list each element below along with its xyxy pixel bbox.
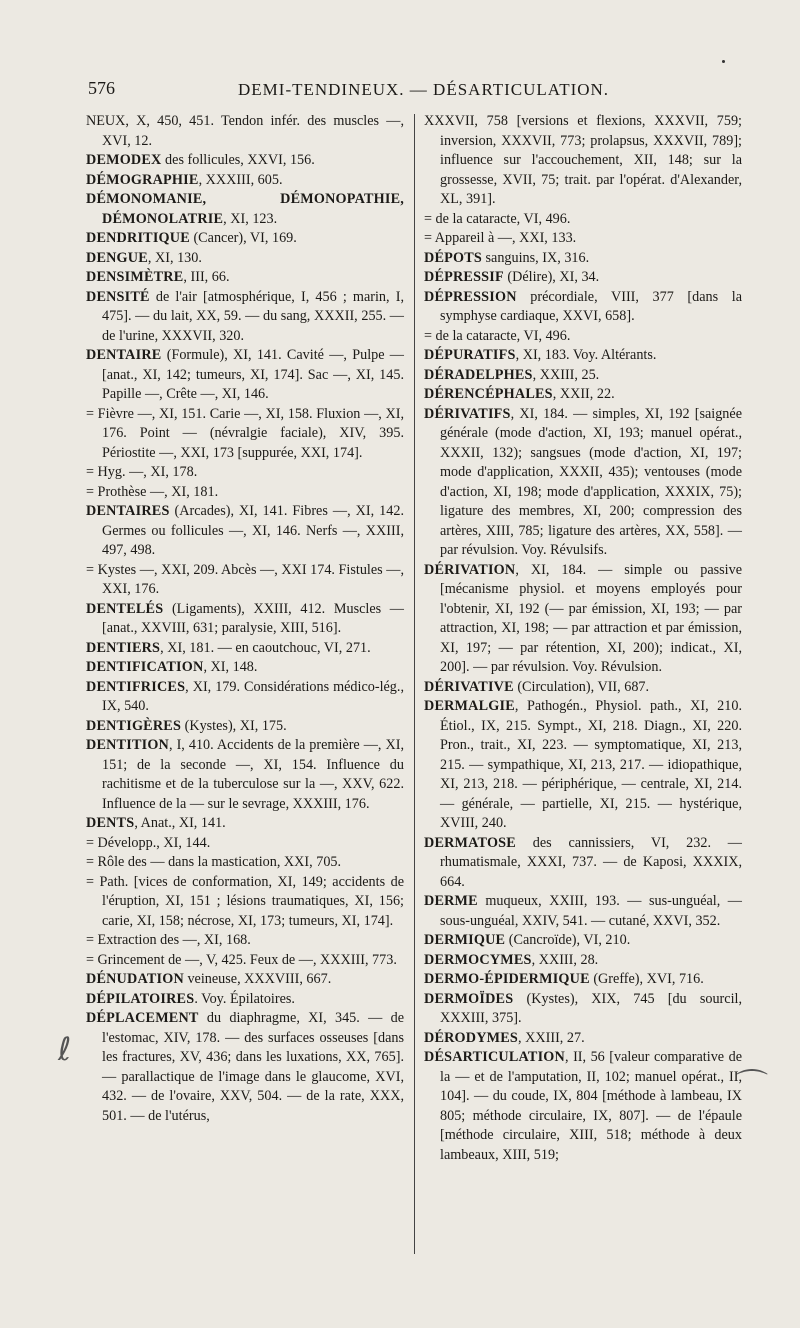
index-entry <box>86 249 404 269</box>
index-entry <box>424 678 742 698</box>
index-entry <box>424 229 742 249</box>
index-entry <box>424 990 742 1029</box>
entry-text: (Arcades), XI, 141. Fibres —, XI, 142. Germes ou follicules —, XI, 146. Nerfs —, XXIII, 497, 498. <box>102 503 404 558</box>
index-entry <box>86 951 404 971</box>
entry-text: veineuse, XXXVIII, 667. <box>183 971 332 987</box>
entry-headword: DÉRADELPHES <box>424 366 533 383</box>
entry-text: (Formule), XI, 141. Cavité —, Pulpe — [anat., XI, 142; tumeurs, XI, 174]. Sac —, XI, 145. Papille —, Crête —, XI, 146. <box>102 347 404 402</box>
entry-text: , XI, 148. <box>203 659 258 675</box>
entry-headword: DENTIFRICES <box>86 678 186 695</box>
index-entry <box>86 463 404 483</box>
index-entry <box>86 834 404 854</box>
entry-headword: DERMOÏDES <box>424 990 514 1007</box>
entry-headword: DENDRITIQUE <box>86 230 190 246</box>
entry-headword: DENTELÉS <box>86 600 164 617</box>
entry-text: , XI, 123. <box>223 210 278 227</box>
index-entry <box>86 931 404 951</box>
entry-headword: DÉNUDATION <box>86 971 184 987</box>
entry-text: , XI, 181. — en caoutchouc, VI, 271. <box>160 639 371 656</box>
entry-text: (Kystes), XI, 175. <box>181 717 287 734</box>
entry-headword: DÉSARTICULATION <box>424 1049 565 1065</box>
entry-headword: DENTIERS <box>86 639 161 656</box>
entry-text: = Extraction des —, XI, 168. <box>86 932 251 948</box>
entry-text: , XXIII, 25. <box>532 366 600 383</box>
entry-text: , XI, 130. <box>147 249 202 266</box>
entry-headword: DÉRIVATIVE <box>424 678 514 695</box>
entry-text: des follicules, XXVI, 156. <box>161 152 315 168</box>
entry-headword: DERMALGIE <box>424 698 515 714</box>
entry-text: NEUX, X, 450, 451. Tendon infér. des muscles —, XVI, 12. <box>86 113 404 149</box>
index-entry <box>86 873 404 932</box>
entry-headword: DÉPOTS <box>424 249 482 266</box>
page-number: 576 <box>88 78 115 98</box>
entry-headword: DEMODEX <box>86 152 162 168</box>
entry-text: (Cancer), VI, 169. <box>189 230 297 246</box>
entry-text: = Fièvre —, XI, 151. Carie —, XI, 158. Fluxion —, XI, 176. Point — (névralgie faciale), XIV, 395. Périostite —, XXI, 173 [suppurée, XXI, 174]. <box>86 405 404 461</box>
entry-headword: DÉPLACEMENT <box>86 1010 199 1026</box>
left-column <box>86 112 404 1126</box>
entry-text: , III, 66. <box>183 269 230 285</box>
index-entry <box>86 1009 404 1126</box>
index-entry <box>86 171 404 191</box>
index-entry <box>424 1029 742 1049</box>
index-entry <box>424 970 742 990</box>
index-entry <box>424 561 742 678</box>
entry-headword: DENTIGÈRES <box>86 717 182 734</box>
entry-text: de l'air [atmosphérique, I, 456 ; marin, I, 475]. — du lait, XX, 59. — du sang, XXXII, 255. — de l'urine, XXXVII, 320. <box>102 288 404 344</box>
index-entry <box>86 736 404 814</box>
entry-text: = Prothèse —, XI, 181. <box>86 483 219 500</box>
index-entry <box>424 210 742 230</box>
entry-headword: DÉRIVATION <box>424 561 516 578</box>
entry-text: (Greffe), XVI, 716. <box>589 971 704 987</box>
index-entry <box>424 366 742 386</box>
index-entry <box>86 853 404 873</box>
entry-text: (Délire), XI, 34. <box>503 269 600 285</box>
entry-headword: DÉPURATIFS <box>424 347 516 363</box>
handwritten-mark-left: ℓ <box>58 1030 72 1068</box>
entry-text: , XXIII, 27. <box>518 1029 585 1046</box>
index-entry <box>86 970 404 990</box>
index-entry <box>86 346 404 405</box>
entry-text: = de la cataracte, VI, 496. <box>424 327 571 344</box>
entry-text: , XI, 179. Considérations médico-lég., IX, 540. <box>102 678 404 714</box>
index-entry <box>424 268 742 288</box>
index-entry <box>86 990 404 1010</box>
entry-text: du diaphragme, XI, 345. — de l'estomac, XIV, 178. — des surfaces osseuses [dans les fractures, XV, 436; dans les luxations, XX, 765]. — parallactique de l'image dans le glaucome, XVI, 432. — de l'ovaire, XXV, 504. — de la rate, XXX, 501. — de l'utérus, <box>102 1010 404 1124</box>
entry-headword: DÉMOGRAPHIE <box>86 171 199 188</box>
index-entry <box>424 697 742 834</box>
entry-text: muqueux, XXIII, 193. — sus-unguéal, — sous-unguéal, XXIV, 541. — cutané, XXVI, 352. <box>440 893 742 929</box>
entry-text: , XI, 184. — simple ou passive [mécanisme physiol. et moyens employés pour l'obtenir, XI, 192 (— par émission, XI, 193; — par attraction, XI, 198; — par attraction et par émission, XI, 197; — par rétention, XI, 200); indicat., XI, 200]. — par révulsion. Voy. Révulsion. <box>440 561 742 675</box>
entry-headword: DÉMONOMANIE, DÉMONOPATHIE, DÉMONOLATRIE <box>86 191 404 227</box>
entry-headword: DÉPRESSIF <box>424 269 504 285</box>
entry-headword: DERMIQUE <box>424 932 506 948</box>
index-entry <box>424 1048 742 1165</box>
index-entry <box>86 483 404 503</box>
entry-text: = Hyg. —, XI, 178. <box>86 464 198 480</box>
entry-text: (Ligaments), XXIII, 412. Muscles — [anat., XXVIII, 631; paralysie, XIII, 516]. <box>102 600 404 636</box>
entry-text: , Pathogén., Physiol. path., XI, 210. Étiol., IX, 215. Sympt., XI, 218. Diagn., XI, 220. Pron., trait., XI, 223. — symptomatique, XI, 213, 215. — sympathique, XI, 213, 217. — idiopathique, XI, 213, 218. — périphérique, — centrale, XI, 214. — générale, — partielle, XI, 215. — hystérique, XVIII, 240. <box>440 698 742 831</box>
entry-text: , XXXIII, 605. <box>198 171 283 188</box>
entry-text: , XXIII, 28. <box>531 951 599 968</box>
entry-headword: DÉPILATOIRES <box>86 990 195 1007</box>
index-entry <box>86 268 404 288</box>
index-entry <box>424 892 742 931</box>
index-entry <box>86 561 404 600</box>
entry-headword: DÉRODYMES <box>424 1029 519 1046</box>
entry-headword: DENSITÉ <box>86 288 150 305</box>
entry-headword: DENTIFICATION <box>86 659 204 675</box>
entry-text: , XXII, 22. <box>552 386 615 402</box>
entry-text: = Développ., XI, 144. <box>86 834 211 851</box>
index-entry <box>424 405 742 561</box>
entry-headword: DENGUE <box>86 249 148 266</box>
right-column <box>424 112 742 1165</box>
entry-text: = Grincement de —, V, 425. Feux de —, XXXIII, 773. <box>86 951 397 968</box>
index-entry <box>424 951 742 971</box>
entry-headword: DENTITION <box>86 737 170 753</box>
column-divider <box>414 114 415 1254</box>
entry-headword: DÉPRESSION <box>424 288 517 305</box>
entry-headword: DERMO-ÉPIDERMIQUE <box>424 971 590 987</box>
index-entry <box>424 327 742 347</box>
index-entry <box>86 288 404 347</box>
index-entry <box>424 288 742 327</box>
entry-text: des cannissiers, VI, 232. — rhumatismale, XXXI, 737. — de Kaposi, XXXIX, 664. <box>440 834 742 890</box>
entry-headword: DÉRENCÉPHALES <box>424 386 553 402</box>
entry-text: , XI, 184. — simples, XI, 192 [saignée générale (mode d'action, XI, 193; manuel opérat., XXXII, 132); sangsues (mode d'action, XI, 197; mode d'application, XXXII, 435); ventouses (mode d'action, XI, 198; mode d'application, XXXIX, 75); ligature des membres, XI, 200; compression des artères, XIII, 785; ligature des artères, XX, 558]. — par révulsion. Voy. Révulsifs. <box>440 405 742 558</box>
entry-text: , II, 56 [valeur comparative de la — et de l'amputation, II, 102; manuel opérat., II, 104]. — du coude, IX, 804 [méthode à lambeau, IX 805; méthode circulaire, IX, 807]. — de l'épaule [méthode circulaire, XIII, 518; méthode à deux lambeaux, XIII, 519; <box>440 1049 742 1163</box>
index-entry <box>424 249 742 269</box>
entry-text: , Anat., XI, 141. <box>134 815 226 831</box>
entry-text: , I, 410. Accidents de la première —, XI, 151; de la seconde —, XI, 154. Influence du rachitisme et de la tuberculose sur la —, XXV, 622. Influence de la — sur le sevrage, XXXIII, 176. <box>102 737 404 812</box>
entry-text: = Appareil à —, XXI, 133. <box>424 230 577 246</box>
top-dot <box>722 60 725 63</box>
index-entry <box>86 658 404 678</box>
entry-headword: DERME <box>424 893 478 909</box>
index-entry <box>424 931 742 951</box>
entry-text: (Kystes), XIX, 745 [du sourcil, XXXIII, 375]. <box>440 990 742 1026</box>
index-entry <box>424 346 742 366</box>
entry-headword: DENTS <box>86 815 135 831</box>
entry-headword: DÉRIVATIFS <box>424 405 511 422</box>
entry-text: , XI, 183. Voy. Altérants. <box>515 347 657 363</box>
index-entry <box>86 405 404 464</box>
index-entry <box>86 112 404 151</box>
index-entry <box>86 639 404 659</box>
entry-headword: DERMOCYMES <box>424 951 532 968</box>
entry-text: XXXVII, 758 [versions et flexions, XXXVII, 759; inversion, XXXVII, 773; prolapsus, XXXVII, 789]; influence sur l'accouchement, XII, 148; sur la grossesse, XVII, 75; trait. par l'opérat. d'Alexander, XL, 391]. <box>424 113 742 207</box>
entry-headword: DENTAIRES <box>86 503 170 519</box>
entry-headword: DENSIMÈTRE <box>86 269 184 285</box>
entry-text: sanguins, IX, 316. <box>481 249 590 266</box>
entry-text: = Path. [vices de conformation, XI, 149; accidents de l'éruption, XI, 151 ; lésions traumatiques, XI, 156; carie, XI, 158; nécrose, XI, 173; tumeurs, XI, 174]. <box>86 873 404 929</box>
running-head: DEMI-TENDINEUX. — DÉSARTICULATION. <box>238 80 610 99</box>
index-entry <box>86 502 404 561</box>
entry-text: = Rôle des — dans la mastication, XXI, 705. <box>86 854 342 870</box>
index-entry <box>86 814 404 834</box>
entry-text: = de la cataracte, VI, 496. <box>424 210 571 227</box>
index-entry <box>424 834 742 893</box>
index-entry <box>86 600 404 639</box>
entry-text: = Kystes —, XXI, 209. Abcès —, XXI 174. Fistules —, XXI, 176. <box>86 561 404 597</box>
index-entry <box>86 717 404 737</box>
entry-text: . Voy. Épilatoires. <box>194 990 295 1007</box>
index-entry <box>86 229 404 249</box>
entry-text: (Cancroïde), VI, 210. <box>505 932 631 948</box>
entry-headword: DERMATOSE <box>424 834 516 851</box>
index-entry <box>86 190 404 229</box>
index-entry <box>86 151 404 171</box>
handwritten-mark-right: ⌒ <box>736 1066 769 1104</box>
index-entry <box>424 385 742 405</box>
entry-text: précordiale, VIII, 377 [dans la symphyse cardiaque, XXVI, 658]. <box>440 288 742 324</box>
index-entry <box>86 678 404 717</box>
index-entry <box>424 112 742 210</box>
entry-text: (Circulation), VII, 687. <box>513 678 650 695</box>
entry-headword: DENTAIRE <box>86 347 162 363</box>
